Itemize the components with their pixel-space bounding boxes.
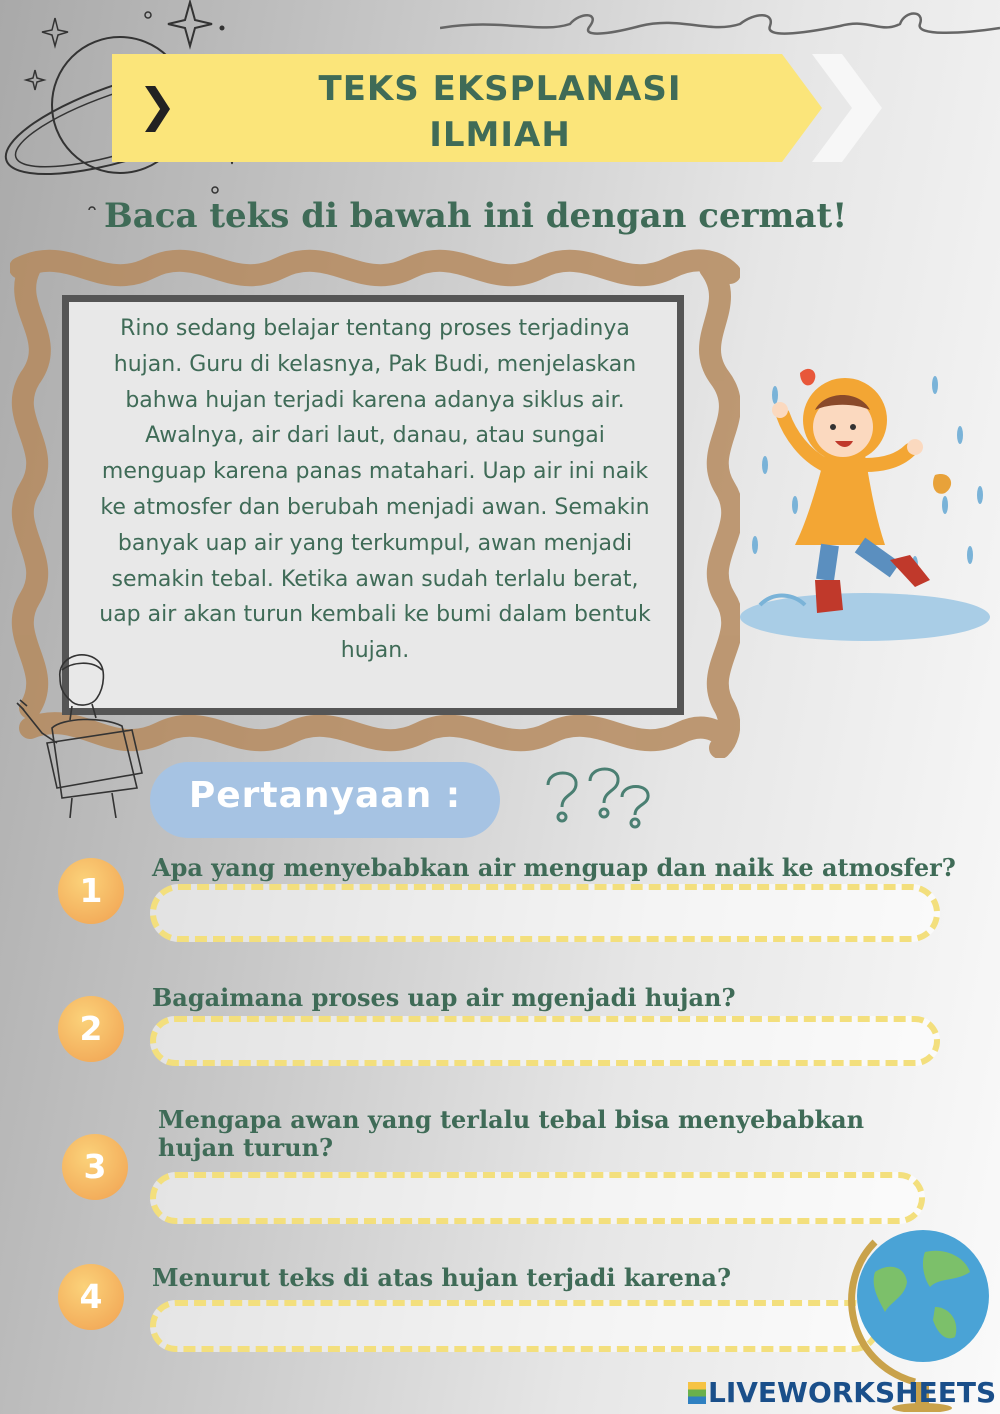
title-line-2: ILMIAH	[429, 115, 571, 155]
question-2-number: 2	[58, 996, 124, 1062]
question-1-text: Apa yang menyebabkan air menguap dan naik ke atmosfer?	[152, 853, 956, 882]
answer-3-field[interactable]	[150, 1172, 925, 1224]
instruction-text: Baca teks di bawah ini dengan cermat!	[104, 196, 848, 236]
reading-text: Rino sedang belajar tentang proses terjadinya hujan. Guru di kelasnya, Pak Budi, menjelaskan bahwa hujan terjadi karena adanya siklus air. Awalnya, air dari laut, danau, atau sungai menguap karena panas matahari. Uap air ini naik ke atmosfer dan berubah menjadi awan. Semakin banyak uap air yang terkumpul, awan menjadi semakin tebal. Ketika awan sudah terlalu berat, uap air akan turun kembali ke bumi dalam bentuk hujan.	[99, 316, 651, 664]
footer-brand-text: LIVEWORKSHEETS	[708, 1376, 997, 1409]
questions-heading: Pertanyaan :	[188, 775, 462, 816]
answer-4-field[interactable]	[150, 1300, 880, 1352]
question-1-number: 1	[58, 858, 124, 924]
question-2-text: Bagaimana proses uap air mgenjadi hujan?	[152, 983, 736, 1012]
page-title	[250, 66, 750, 158]
chevron-right-icon: ❯	[138, 78, 177, 132]
answer-2-field[interactable]	[150, 1016, 940, 1066]
question-3-number: 3	[62, 1134, 128, 1200]
swirl-decoration	[440, 4, 1000, 44]
rain-child-illustration	[735, 355, 995, 645]
question-3-text: Mengapa awan yang terlalu tebal bisa menyebabkan hujan turun?	[158, 1105, 865, 1162]
liveworksheets-logo	[688, 1376, 996, 1409]
title-line-1: TEKS EKSPLANASI	[318, 69, 682, 109]
sparkle-icon	[168, 2, 212, 46]
logo-mark-icon	[688, 1382, 706, 1404]
question-4-text: Menurut teks di atas hujan terjadi karena?	[152, 1263, 732, 1292]
question-marks-icon	[540, 765, 660, 829]
question-4-number: 4	[58, 1264, 124, 1330]
teacher-illustration	[12, 648, 162, 818]
answer-1-field[interactable]	[150, 884, 940, 942]
